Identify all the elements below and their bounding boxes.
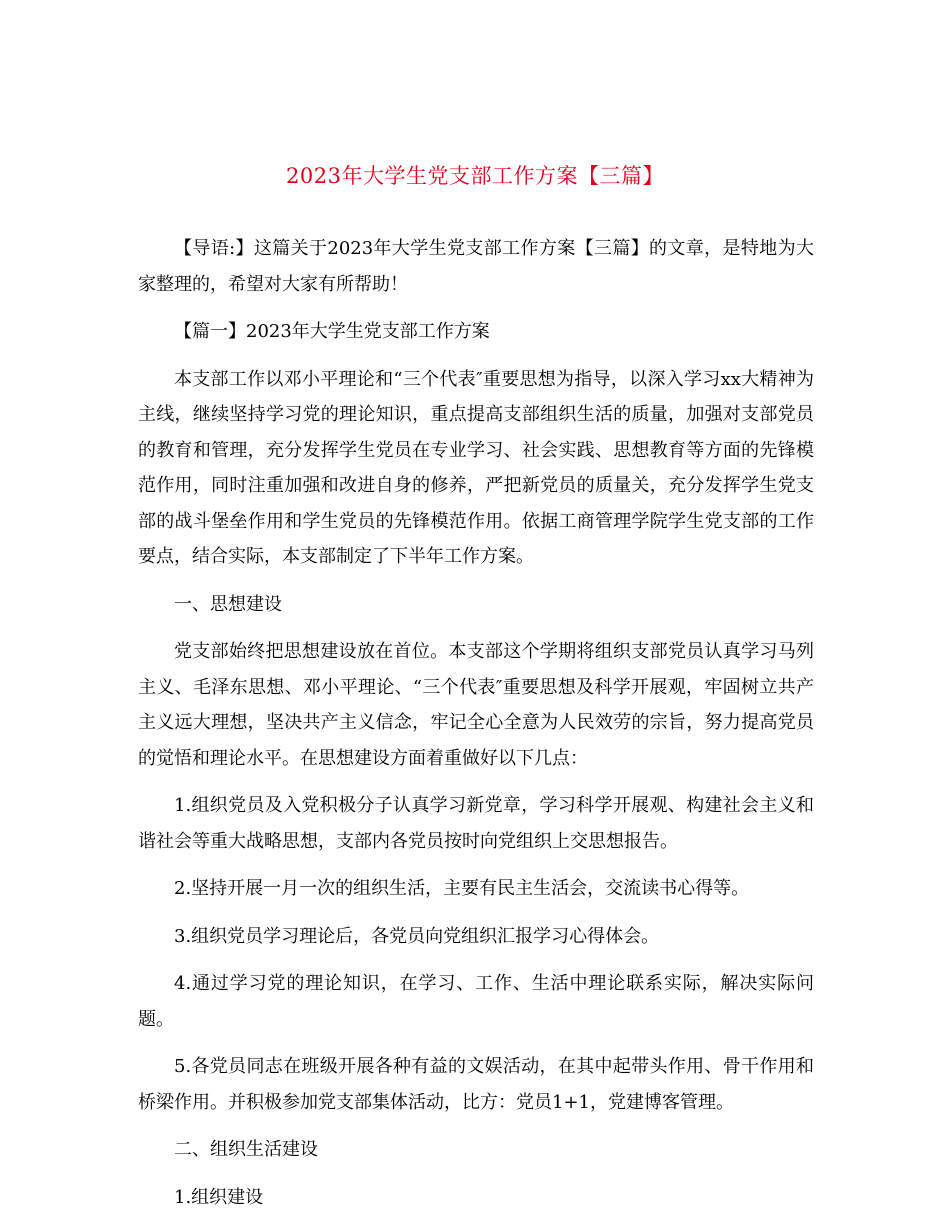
paragraph-intro: 【导语:】这篇关于2023年大学生党支部工作方案【三篇】的文章，是特地为大家整理的，希望对大家有所帮助！ bbox=[138, 238, 814, 295]
list-item-4: 4.通过学习党的理论知识，在学习、工作、生活中理论联系实际，解决实际问题。 bbox=[138, 973, 814, 1030]
list-item-5: 5.各党员同志在班级开展各种有益的文娱活动，在其中起带头作用、骨干作用和桥梁作用。并积极参加党支部集体活动，比方：党员1+1，党建博客管理。 bbox=[138, 1056, 814, 1113]
heading-ideological-construction: 一、思想建设 bbox=[174, 593, 282, 615]
list-item-3: 3.组织党员学习理论后，各党员向党组织汇报学习心得体会。 bbox=[174, 925, 660, 947]
paragraph-section-heading-part-one: 【篇一】2023年大学生党支部工作方案 bbox=[174, 321, 490, 342]
paragraph-ideological-construction: 党支部始终把思想建设放在首位。本支部这个学期将组织支部党员认真学习马列主义、毛泽东思想、邓小平理论、“三个代表″重要思想及科学开展观，牢固树立共产主义远大理想，坚决共产主义信念，牢记全心全意为人民效劳的宗旨，努力提高党员的觉悟和理论水平。在思想建设方面着重做好以下几点： bbox=[138, 641, 814, 769]
document-title: 2023年大学生党支部工作方案【三篇】 bbox=[286, 164, 664, 189]
list-item-2: 2.坚持开展一月一次的组织生活，主要有民主生活会，交流读书心得等。 bbox=[174, 878, 750, 899]
paragraph-overview: 本支部工作以邓小平理论和“三个代表″重要思想为指导，以深入学习xx大精神为主线，继续坚持学习党的理论知识，重点提高支部组织生活的质量，加强对支部党员的教育和管理，充分发挥学生党员在专业学习、社会实践、思想教育等方面的先锋模范作用，同时注重加强和改进自身的修养，严把新党员的质量关，充分发挥学生党支部的战斗堡垒作用和学生党员的先锋模范作用。依据工商管理学院学生党支部的工作要点，结合实际，本支部制定了下半年工作方案。 bbox=[138, 368, 814, 567]
subheading-organization-building: 1.组织建设 bbox=[174, 1186, 264, 1208]
heading-organizational-life: 二、组织生活建设 bbox=[174, 1139, 318, 1160]
list-item-1: 1.组织党员及入党积极分子认真学习新党章，学习科学开展观、构建社会主义和谐社会等重大战略思想，支部内各党员按时向党组织上交思想报告。 bbox=[138, 795, 814, 852]
document-body bbox=[138, 231, 814, 1227]
